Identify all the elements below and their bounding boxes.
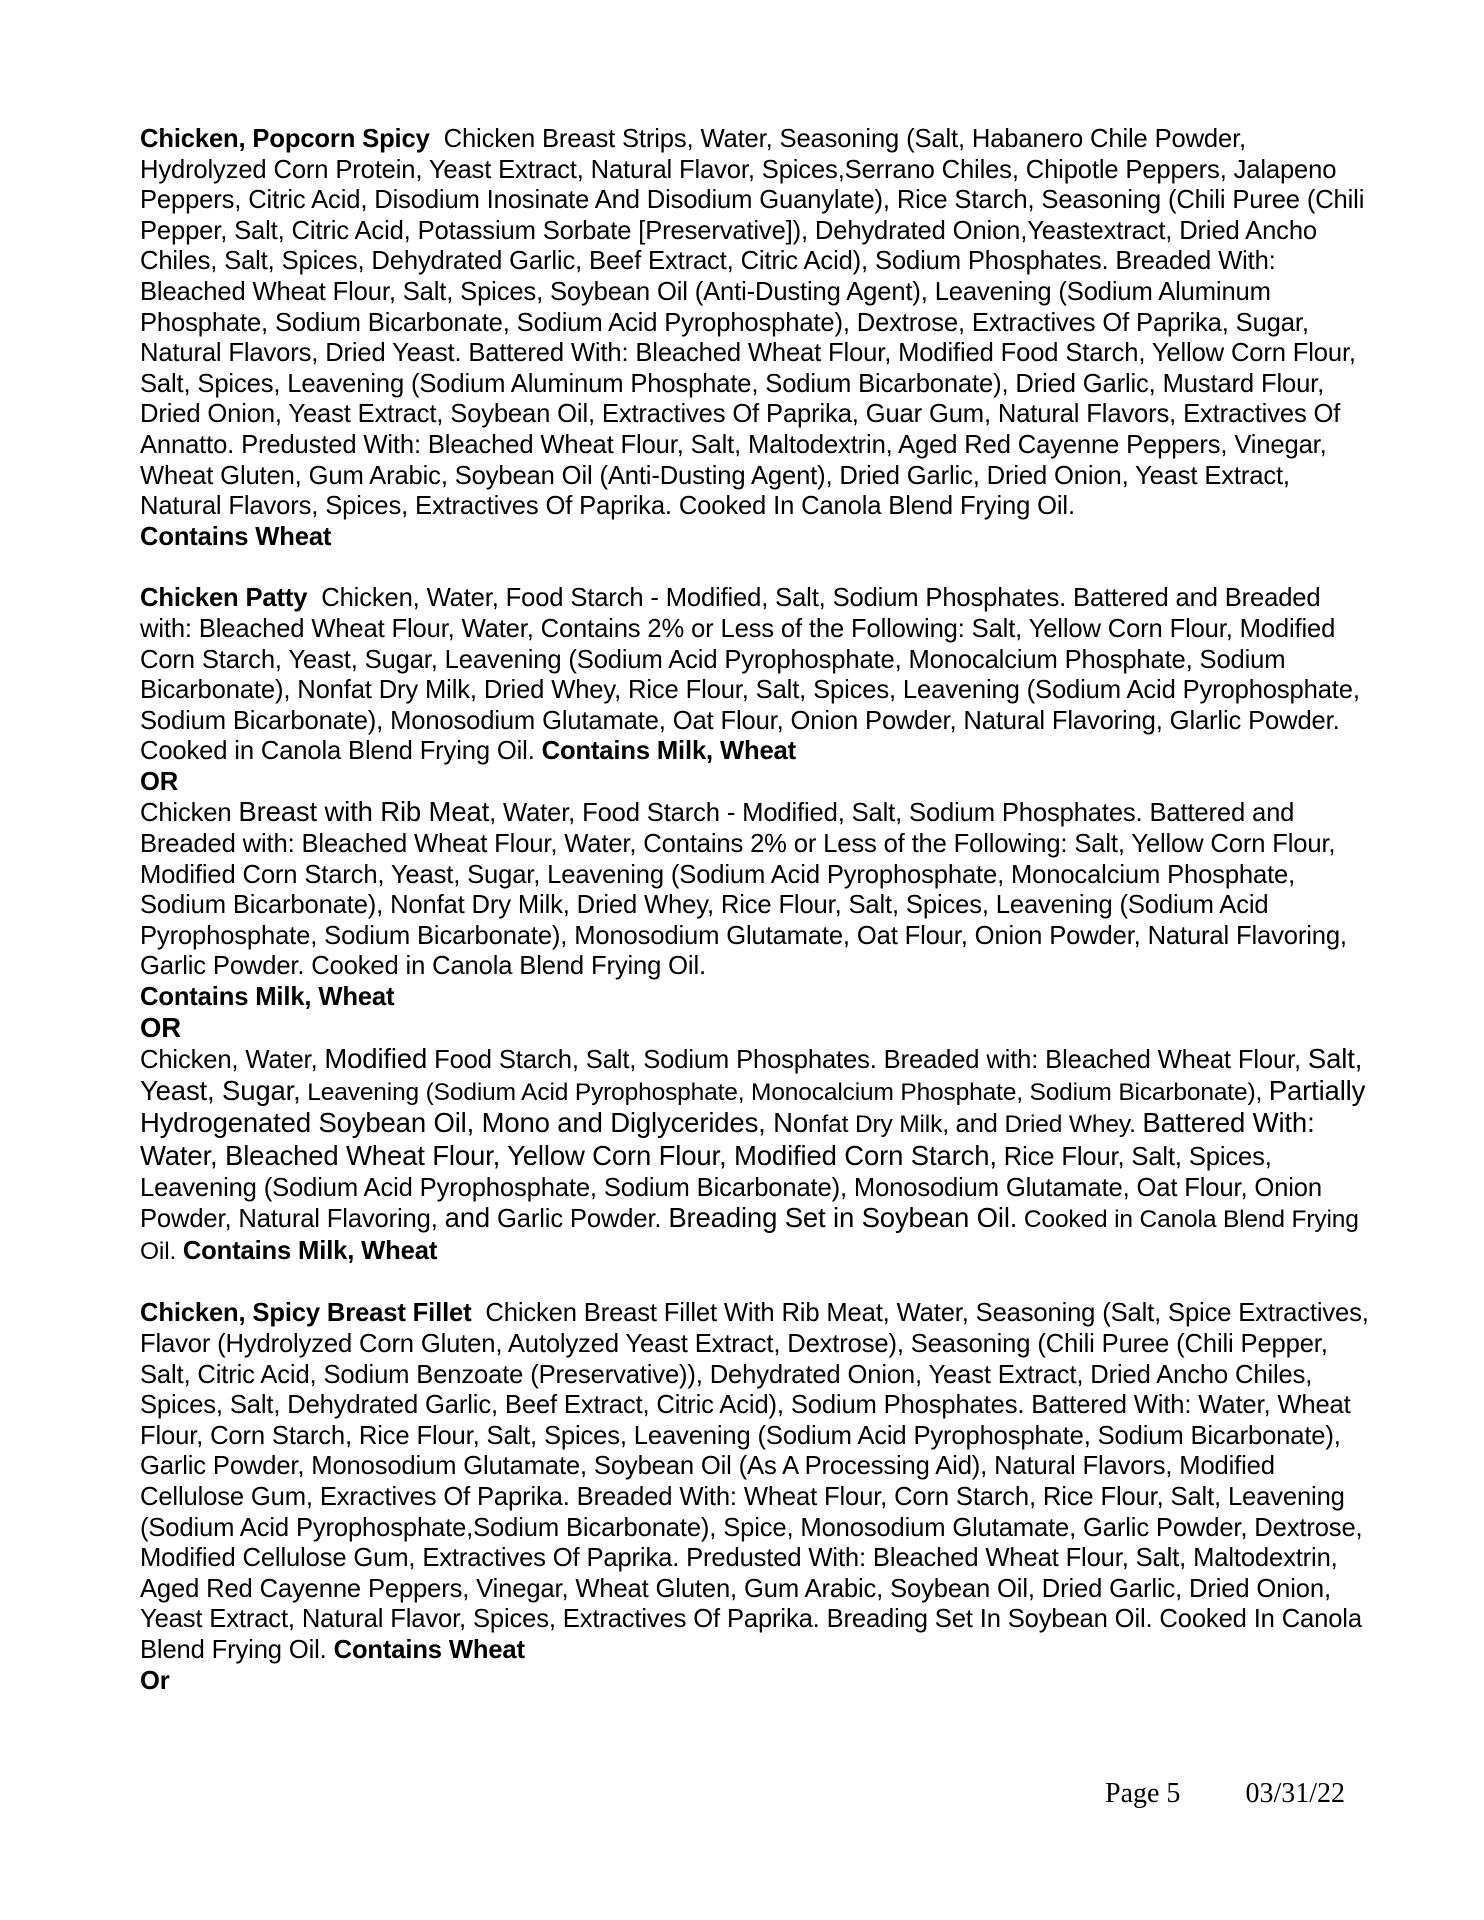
ingredient-entry-patty-alternate-2: [140, 1044, 1370, 1267]
document-page: [140, 124, 1370, 1696]
allergen-statement: Contains Wheat: [140, 522, 332, 551]
ingredient-entry-patty-alternate-1: [140, 797, 1370, 1044]
ingredient-entry-chicken-patty: [140, 583, 1370, 797]
product-name: Chicken, Spicy Breast Fillet: [140, 1299, 472, 1328]
allergen-statement: Contains Milk, Wheat: [140, 983, 395, 1012]
ingredient-segment: Cooked in Canola Blend Frying Oil.: [140, 1206, 1359, 1265]
product-name: Chicken Patty: [140, 584, 308, 613]
ingredient-segment: Modified: [324, 1043, 428, 1075]
ingredient-paragraph: [140, 583, 1370, 797]
ingredient-segment: Leavening (Sodium Acid Pyrophosphate, Monocalcium Phosphate, Sodium Bicarbonate),: [300, 1078, 1269, 1106]
ingredient-text: Chicken, Water, Food Starch - Modified, Salt, Sodium Phosphates. Battered and Breaded with: Bleached Wheat Flour, Water, Contains 2% or Less of the Following: Salt, Yellow Corn Flour, Modified Corn Starch, Yeast, Sugar, Leavening (Sodium Acid Pyrophosphate, Monocalcium Phosphate, Sodium Bicarbonate), Nonfat Dry Milk, Dried Whey, Rice Flour, Salt, Spices, Leavening (Sodium Acid Pyrophosphate, Sodium Bicarbonate), Monosodium Glutamate, Oat Flour, Onion Powder, Natural Flavoring, Glarlic Powder. Cooked in Canola Blend Frying Oil.: [140, 584, 1360, 766]
ingredient-segment: and: [444, 1202, 491, 1234]
ingredient-segment: Battered With: Water, Bleached Wheat Flour, Yellow Corn Flour, Modified Corn Starch,: [140, 1107, 1315, 1171]
allergen-statement: Contains Milk, Wheat: [541, 737, 796, 766]
ingredient-entry-popcorn-spicy: [140, 124, 1370, 552]
ingredient-segment: Partially Hydrogenated Soybean Oil, Mono and Diglycerides, No: [140, 1074, 1366, 1139]
ingredient-entry-spicy-breast-fillet: [140, 1298, 1370, 1696]
ingredient-segment: Salt, Yeast, Sugar,: [140, 1043, 1363, 1106]
product-name: Chicken, Popcorn Spicy: [140, 125, 430, 153]
ingredient-paragraph: [140, 1044, 1370, 1267]
ingredient-lead: Chicken: [140, 799, 232, 828]
page-number: Page 5: [1105, 1778, 1181, 1809]
allergen-statement: Contains Wheat: [333, 1635, 525, 1664]
ingredient-segment: Garlic Powder.: [490, 1205, 669, 1234]
page-date: 03/31/22: [1245, 1778, 1345, 1809]
ingredient-paragraph: [140, 1298, 1370, 1696]
ingredient-paragraph: [140, 797, 1370, 1044]
ingredient-segment: Rice Flour, Salt, Spices, Leavening (Sodium Acid Pyrophosphate, Sodium Bicarbonate), Monosodium Glutamate, Oat Flour, Onion Powder, Natural Flavoring,: [140, 1143, 1322, 1234]
ingredient-text: Chicken Breast Strips, Water, Seasoning (Salt, Habanero Chile Powder, Hydrolyzed Corn Protein, Yeast Extract, Natural Flavor, Spices,Serrano Chiles, Chipotle Peppers, Jalapeno Peppers, Citric Acid, Disodium Inosinate And Disodium Guanylate), Rice Starch, Seasoning (Chili Puree (Chili Pepper, Salt, Citric Acid, Potassium Sorbate [Preservative]), Dehydrated Onion,Yeastextract, Dried Ancho Chiles, Salt, Spices, Dehydrated Garlic, Beef Extract, Citric Acid), Sodium Phosphates. Breaded With: Bleached Wheat Flour, Salt, Spices, Soybean Oil (Anti-Dusting Agent), Leavening (Sodium Aluminum Phosphate, Sodium Bicarbonate, Sodium Acid Pyrophosphate), Dextrose, Extractives Of Paprika, Sugar, Natural Flavors, Dried Yeast. Battered With: Bleached Wheat Flour, Modified Food Starch, Yellow Corn Flour, Salt, Spices, Leavening (Sodium Aluminum Phosphate, Sodium Bicarbonate), Dried Garlic, Mustard Flour, Dried Onion, Yeast Extract, Soybean Oil, Extractives Of Paprika, Guar Gum, Natural Flavors, Extractives Of Annatto. Predusted With: Bleached Wheat Flour, Salt, Maltodextrin, Aged Red Cayenne Peppers, Vinegar, Wheat Gluten, Gum Arabic, Soybean Oil (Anti-Dusting Agent), Dried Garlic, Dried Onion, Yeast Extract, Natural Flavors, Spices, Extractives Of Paprika. Cooked In Canola Blend Frying Oil.: [140, 125, 1365, 521]
ingredient-paragraph: [140, 124, 1370, 552]
ingredient-text: , Water, Food Starch - Modified, Salt, Sodium Phosphates. Battered and Breaded with: Bleached Wheat Flour, Water, Contains 2% or Less of the Following: Salt, Yellow Corn Flour, Modified Corn Starch, Yeast, Sugar, Leavening (Sodium Acid Pyrophosphate, Monocalcium Phosphate, Sodium Bicarbonate), Nonfat Dry Milk, Dried Whey, Rice Flour, Salt, Spices, Leavening (Sodium Acid Pyrophosphate, Sodium Bicarbonate), Monosodium Glutamate, Oat Flour, Onion Powder, Natural Flavoring, Garlic Powder. Cooked in Canola Blend Frying Oil.: [140, 799, 1347, 981]
or-separator: OR: [140, 1011, 181, 1043]
ingredient-text: Chicken Breast Fillet With Rib Meat, Water, Seasoning (Salt, Spice Extractives, Flavor (Hydrolyzed Corn Gluten, Autolyzed Yeast Extract, Dextrose), Seasoning (Chili Puree (Chili Pepper, Salt, Citric Acid, Sodium Benzoate (Preservative)), Dehydrated Onion, Yeast Extract, Dried Ancho Chiles, Spices, Salt, Dehydrated Garlic, Beef Extract, Citric Acid), Sodium Phosphates. Battered With: Water, Wheat Flour, Corn Starch, Rice Flour, Salt, Spices, Leavening (Sodium Acid Pyrophosphate, Sodium Bicarbonate), Garlic Powder, Monosodium Glutamate, Soybean Oil (As A Processing Aid), Natural Flavors, Modified Cellulose Gum, Exractives Of Paprika. Breaded With: Wheat Flour, Corn Starch, Rice Flour, Salt, Leavening (Sodium Acid Pyrophosphate,Sodium Bicarbonate), Spice, Monosodium Glutamate, Garlic Powder, Dextrose, Modified Cellulose Gum, Extractives Of Paprika. Predusted With: Bleached Wheat Flour, Salt, Maltodextrin, Aged Red Cayenne Peppers, Vinegar, Wheat Gluten, Gum Arabic, Soybean Oil, Dried Garlic, Dried Onion, Yeast Extract, Natural Flavor, Spices, Extractives Of Paprika. Breading Set In Soybean Oil. Cooked In Canola Blend Frying Oil.: [140, 1299, 1369, 1664]
page-footer: [1105, 1778, 1345, 1810]
paragraph-spacer: [140, 1267, 1370, 1298]
or-separator: Or: [140, 1666, 170, 1695]
ingredient-segment: nfat Dry Milk,: [808, 1111, 956, 1139]
paragraph-spacer: [140, 552, 1370, 583]
ingredient-segment: Chicken, Water,: [140, 1046, 325, 1075]
ingredient-segment: Breading Set in Soybean Oil.: [668, 1202, 1018, 1234]
or-separator: OR: [140, 767, 179, 796]
ingredient-segment: Food Starch, Salt, Sodium Phosphates. Breaded with: Bleached Wheat Flour,: [427, 1046, 1308, 1075]
ingredient-segment: Dried Whey.: [997, 1111, 1143, 1139]
ingredient-lead-large: Breast with Rib Meat: [238, 796, 490, 828]
allergen-statement: Contains Milk, Wheat: [182, 1236, 438, 1265]
ingredient-segment: and: [955, 1110, 998, 1139]
